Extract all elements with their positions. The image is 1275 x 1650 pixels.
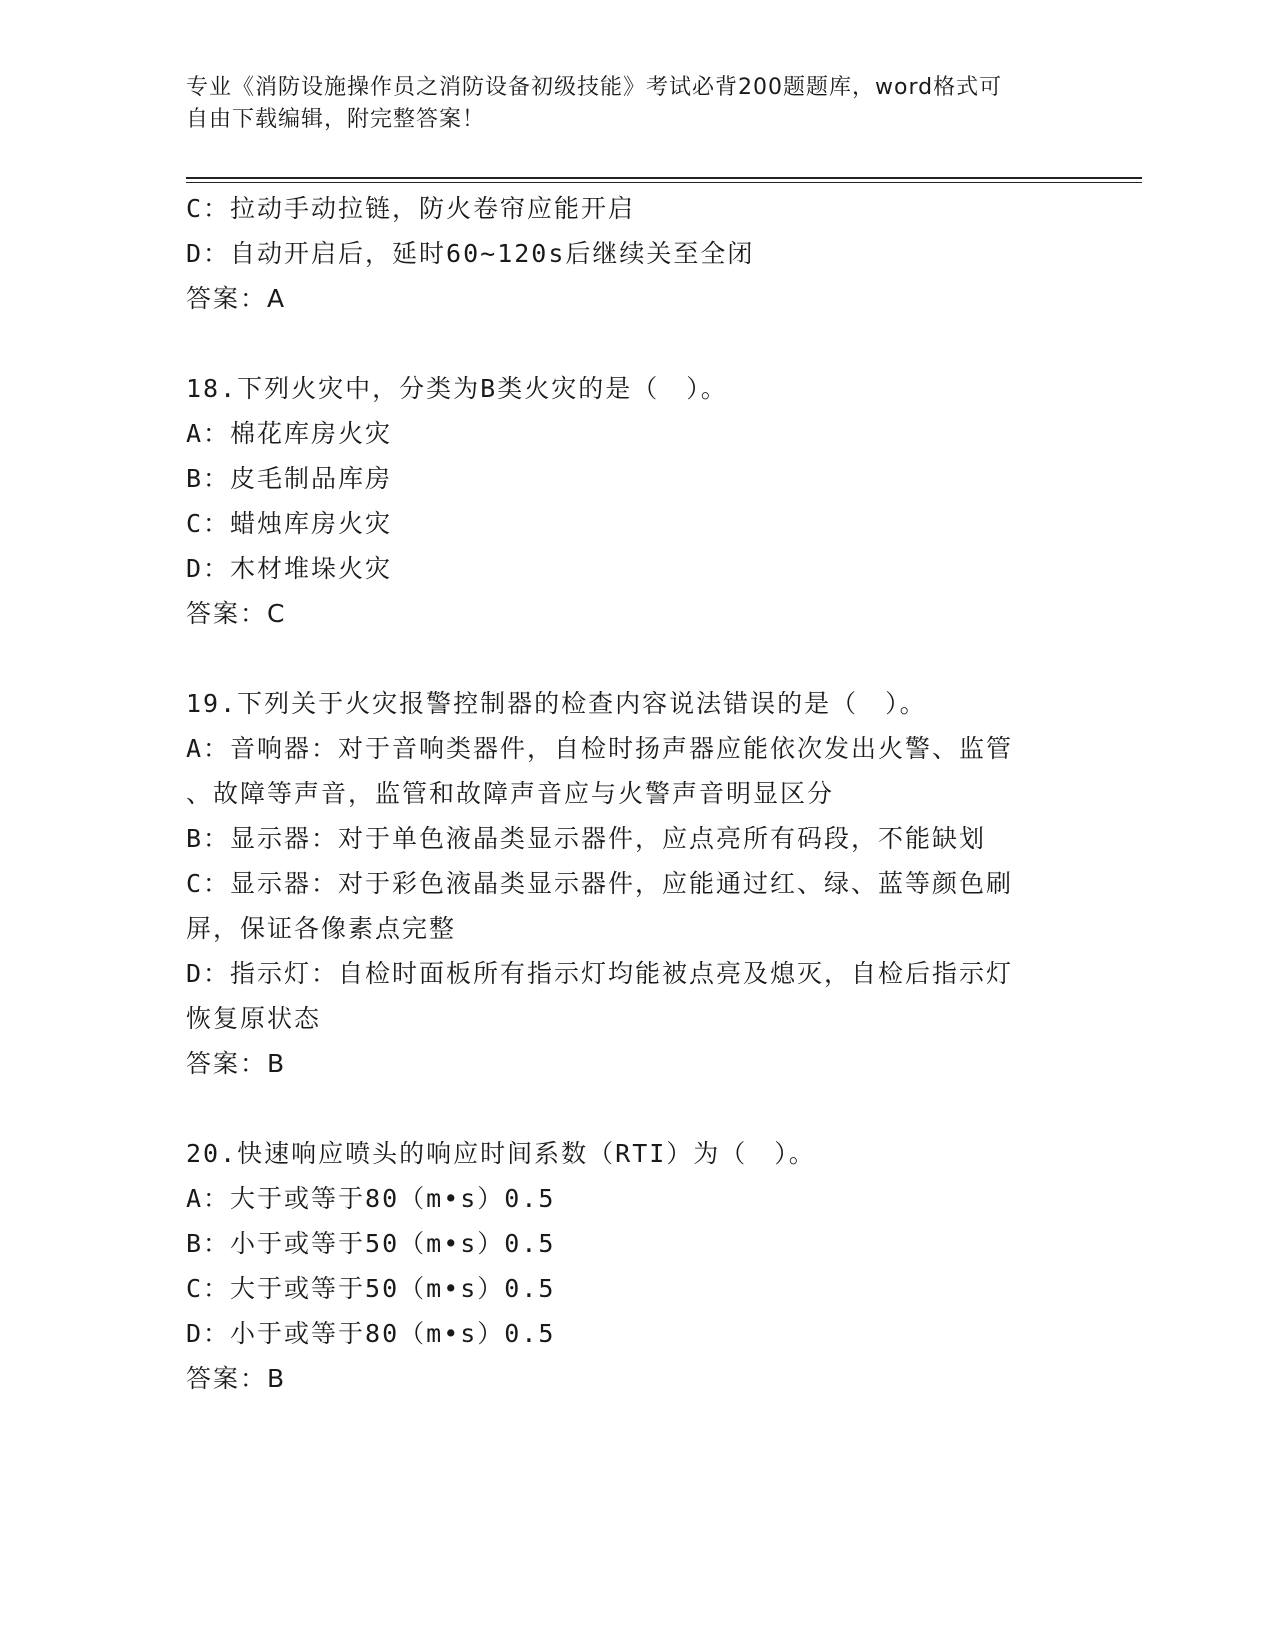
question-20 [186, 1131, 1086, 1401]
question-text: 19.下列关于火灾报警控制器的检查内容说法错误的是（ ）。 [186, 689, 927, 718]
option-b: B：显示器：对于单色液晶类显示器件，应点亮所有码段，不能缺划 [186, 824, 987, 853]
option-c-line-2: 屏，保证各像素点完整 [186, 914, 457, 943]
question-19 [186, 681, 1086, 1086]
question-text: 20.快速响应喷头的响应时间系数（RTI）为（ ）。 [186, 1139, 816, 1168]
question-18 [186, 366, 1086, 636]
document-header [186, 72, 1086, 136]
option-d-line-1: D：指示灯：自检时面板所有指示灯均能被点亮及熄灭，自检后指示灯 [186, 959, 1014, 988]
answer: 答案：C [186, 599, 287, 628]
question-17-tail [186, 186, 1086, 321]
answer: 答案：B [186, 1049, 287, 1078]
option-a-line-1: A：音响器：对于音响类器件，自检时扬声器应能依次发出火警、监管 [186, 734, 1014, 763]
header-line-1: 专业《消防设施操作员之消防设备初级技能》考试必背200题题库，word格式可 [186, 75, 1003, 100]
option-c: C：蜡烛库房火灾 [186, 509, 393, 538]
option-a: A：棉花库房火灾 [186, 419, 393, 448]
option-b: B：小于或等于50（m•s）0.5 [186, 1229, 556, 1258]
option-a-line-2: 、故障等声音，监管和故障声音应与火警声音明显区分 [186, 779, 835, 808]
option-a: A：大于或等于80（m•s）0.5 [186, 1184, 556, 1213]
header-line-2: 自由下载编辑，附完整答案！ [186, 107, 486, 132]
option-b: B：皮毛制品库房 [186, 464, 393, 493]
option-c-line-1: C：显示器：对于彩色液晶类显示器件，应能通过红、绿、蓝等颜色刷 [186, 869, 1014, 898]
option-d: D：自动开启后，延时60~120s后继续关至全闭 [186, 239, 755, 268]
option-d-line-2: 恢复原状态 [186, 1004, 322, 1033]
option-c: C：拉动手动拉链，防火卷帘应能开启 [186, 194, 636, 223]
option-d: D：小于或等于80（m•s）0.5 [186, 1319, 556, 1348]
option-d: D：木材堆垛火灾 [186, 554, 393, 583]
header-divider-thick [186, 177, 1142, 179]
question-list [186, 186, 1086, 1401]
answer: 答案：B [186, 1364, 287, 1393]
question-text: 18.下列火灾中，分类为B类火灾的是（ ）。 [186, 374, 728, 403]
option-c: C：大于或等于50（m•s）0.5 [186, 1274, 556, 1303]
answer: 答案：A [186, 284, 287, 313]
header-divider-thin [186, 182, 1142, 183]
